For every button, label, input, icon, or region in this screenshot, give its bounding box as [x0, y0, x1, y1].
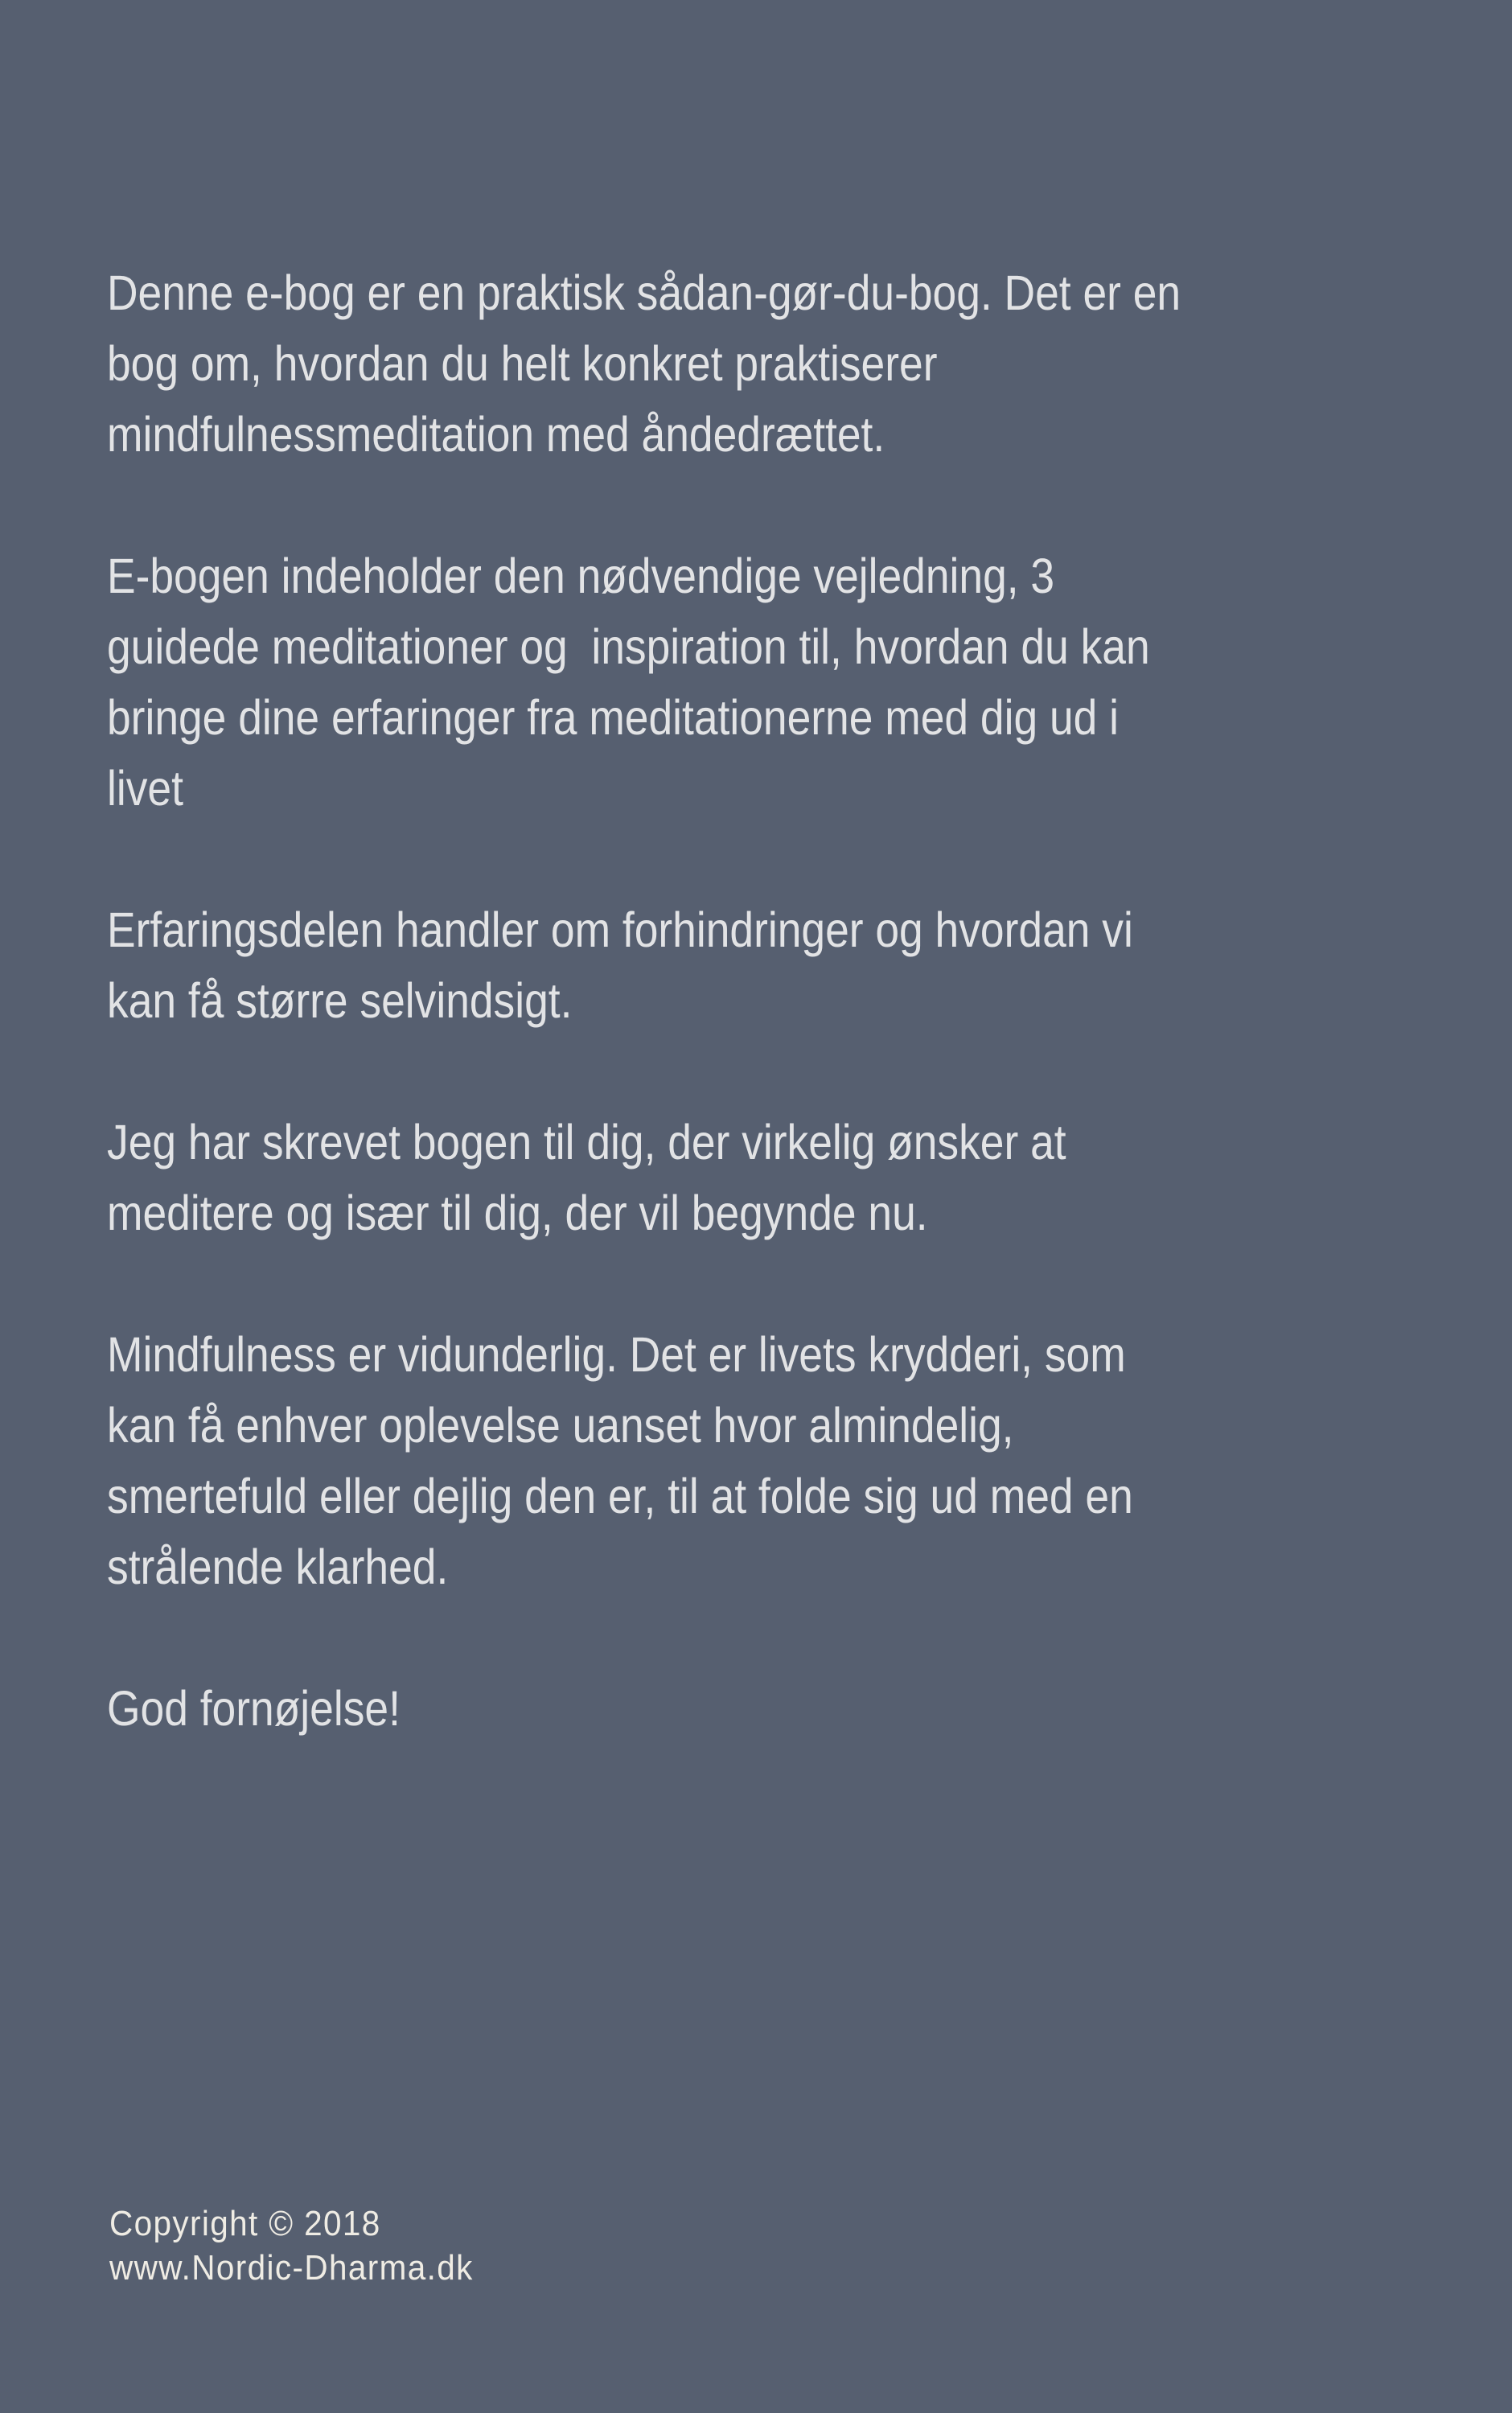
text-line: E-bogen indeholder den nødvendige vejledning, 3	[107, 549, 1055, 603]
text-line: Erfaringsdelen handler om forhindringer og hvordan vi	[107, 902, 1133, 957]
text-line: kan få større selvindsigt.	[107, 973, 573, 1028]
website-link[interactable]: www.Nordic-Dharma.dk	[109, 2248, 474, 2288]
paragraph-experience	[107, 894, 1410, 1036]
paragraph-contents	[107, 541, 1410, 824]
text-line: strålende klarhed.	[107, 1539, 449, 1594]
text-line: guidede meditationer og inspiration til, hvordan du kan	[107, 619, 1150, 674]
copyright-footer	[109, 2201, 505, 2290]
text-line: smertefuld eller dejlig den er, til at folde sig ud med en	[107, 1469, 1133, 1523]
paragraph-audience	[107, 1107, 1410, 1248]
text-line: Denne e-bog er en praktisk sådan-gør-du-bog. Det er en	[107, 265, 1181, 320]
text-line: mindfulnessmeditation med åndedrættet.	[107, 407, 885, 462]
text-line: Jeg har skrevet bogen til dig, der virkelig ønsker at	[107, 1115, 1066, 1170]
text-line: bringe dine erfaringer fra meditationerne med dig ud i	[107, 690, 1120, 745]
text-line: meditere og især til dig, der vil begynde nu.	[107, 1186, 928, 1240]
paragraph-mindfulness	[107, 1319, 1410, 1602]
book-description	[107, 257, 1410, 1744]
copyright-notice: Copyright © 2018	[109, 2204, 381, 2243]
text-line: bog om, hvordan du helt konkret praktiserer	[107, 336, 938, 391]
text-line: God fornøjelse!	[107, 1681, 401, 1736]
text-line: livet	[107, 761, 183, 816]
paragraph-closing	[107, 1673, 1410, 1744]
text-line: Mindfulness er vidunderlig. Det er livets krydderi, som	[107, 1327, 1126, 1382]
text-line: kan få enhver oplevelse uanset hvor almindelig,	[107, 1398, 1014, 1453]
paragraph-intro	[107, 257, 1410, 470]
